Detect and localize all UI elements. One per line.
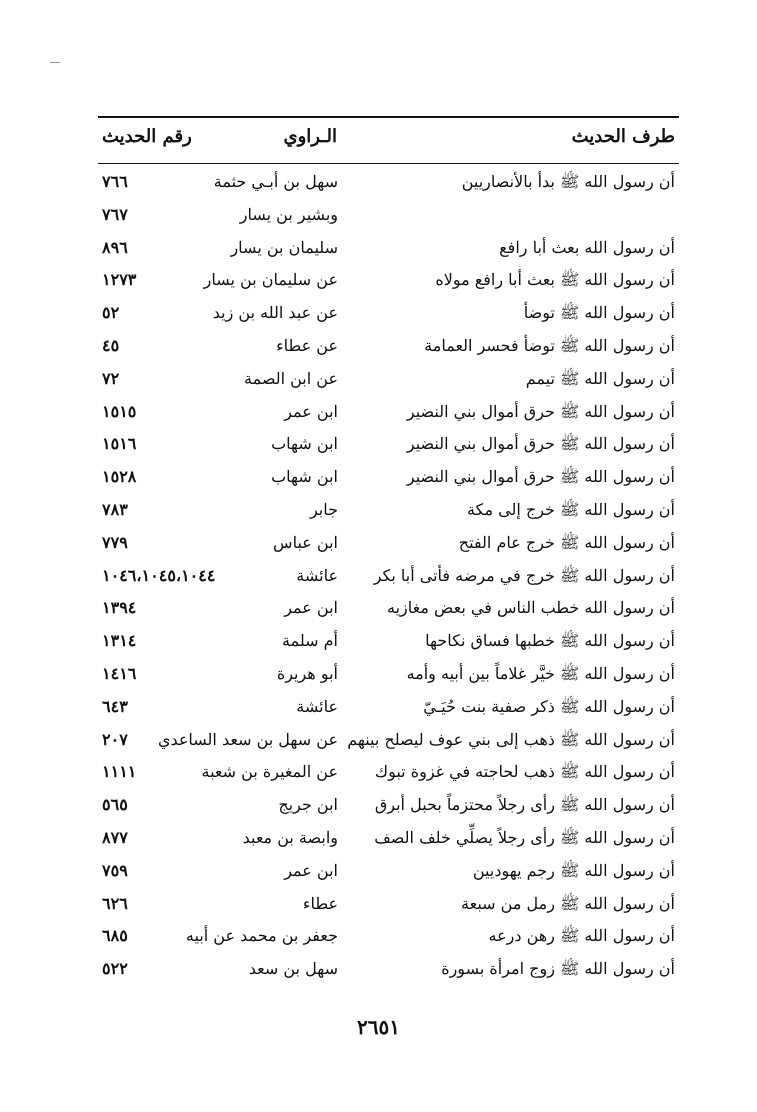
hadith-text: أن رسول الله ﷺ ذهب لحاجته في غزوة تبوك <box>374 762 675 782</box>
table-row <box>98 529 679 562</box>
hadith-number: ٥٢ <box>102 303 120 323</box>
hadith-number: ٢٠٧ <box>102 729 128 749</box>
hadith-number: ١٥١٥ <box>102 401 137 421</box>
hadith-text: أن رسول الله ﷺ تيمم <box>525 368 675 388</box>
hadith-text: أن رسول الله ﷺ خطبها فساق نكاحها <box>425 631 675 651</box>
narrator-text: عائشة <box>296 696 338 716</box>
table-row <box>98 824 679 857</box>
hadith-text: أن رسول الله ﷺ بعث أبا رافع مولاه <box>435 270 675 290</box>
table-row <box>98 693 679 726</box>
hadith-text: أن رسول الله بعث أبا رافع <box>499 237 675 257</box>
narrator-text: عن المغيرة بن شعبة <box>201 762 338 782</box>
narrator-text: ابن عمر <box>284 598 338 618</box>
hadith-text: أن رسول الله ﷺ رجم يهوديين <box>472 860 675 880</box>
hadith-text: أن رسول الله ﷺ رهن درعه <box>488 926 675 946</box>
hadith-text: أن رسول الله ﷺ رمل من سبعة <box>461 893 675 913</box>
narrator-text: وابصة بن معبد <box>242 827 338 847</box>
hadith-text: أن رسول الله ﷺ رأى رجلاً محتزماً بحبل أبرق <box>374 795 675 815</box>
hadith-number: ٧٦٦ <box>102 172 128 191</box>
hadith-text: أن رسول الله ﷺ حرق أموال بني النضير <box>406 467 675 487</box>
table-row <box>98 463 679 496</box>
hadith-text: أن رسول الله ﷺ ذهب إلى بني عوف ليصلح بينهم <box>347 729 675 749</box>
narrator-text: عن ابن الصمة <box>244 368 338 388</box>
table-row <box>98 562 679 595</box>
hadith-text: أن رسول الله ﷺ خيَّر غلاماً بين أبيه وأمه <box>406 663 675 683</box>
table-row <box>98 365 679 398</box>
table-row <box>98 266 679 299</box>
narrator-text: عن سهل بن سعد الساعدي <box>157 729 338 749</box>
narrator-text: وبشير بن يسار <box>239 204 338 224</box>
hadith-number: ٧٨٣ <box>102 499 128 519</box>
table-row <box>98 168 679 201</box>
hadith-number: ٧٦٧ <box>102 204 128 224</box>
narrator-text: سهل بن أبـي حثمة <box>213 172 338 191</box>
hadith-number: ٦٢٦ <box>102 893 128 913</box>
index-table <box>98 168 679 988</box>
narrator-text: عائشة <box>296 565 338 585</box>
table-row <box>98 430 679 463</box>
hadith-number: ١٣١٤ <box>102 631 137 651</box>
table-row <box>98 726 679 759</box>
hadith-number: ١٢٧٣ <box>102 270 137 290</box>
narrator-text: ابن عمر <box>284 860 338 880</box>
hadith-text: أن رسول الله ﷺ رأى رجلاً يصلِّي خلف الصف <box>374 827 675 847</box>
table-header <box>98 118 679 163</box>
header-rule <box>98 163 679 164</box>
table-row <box>98 791 679 824</box>
narrator-text: ابن شهاب <box>271 467 338 487</box>
hadith-number: ١٥١٦ <box>102 434 137 454</box>
hadith-number: ٨٩٦ <box>102 237 128 257</box>
hadith-text: أن رسول الله ﷺ خرج في مرضه فأتى أبا بكر <box>373 565 675 585</box>
hadith-number: ٥٢٢ <box>102 959 128 979</box>
narrator-text: ابن جريج <box>278 795 338 815</box>
table-row <box>98 660 679 693</box>
narrator-text: جابر <box>309 499 338 519</box>
table-row <box>98 955 679 988</box>
header-narrator-label: الـراوي <box>283 126 337 147</box>
table-row <box>98 201 679 234</box>
narrator-text: ابن عمر <box>284 401 338 421</box>
table-row <box>98 758 679 791</box>
narrator-text: عطاء <box>302 893 338 913</box>
hadith-number: ٤٥ <box>102 335 120 355</box>
table-row <box>98 890 679 923</box>
table-row <box>98 922 679 955</box>
hadith-text: أن رسول الله ﷺ زوج امرأة بسورة <box>441 959 675 979</box>
narrator-text: جعفر بن محمد عن أبيه <box>185 926 338 946</box>
table-row <box>98 299 679 332</box>
narrator-text: ابن عباس <box>273 532 338 552</box>
hadith-number: ١٠٤٦،١٠٤٥،١٠٤٤ <box>102 565 216 585</box>
narrator-text: عن عبد الله بن زيد <box>212 303 338 323</box>
page-corner-mark <box>50 62 60 63</box>
hadith-number: ٧٥٩ <box>102 860 128 880</box>
hadith-number: ١١١١ <box>102 762 137 782</box>
hadith-text: أن رسول الله ﷺ ذكر صفية بنت حُيَـيّ <box>423 696 675 716</box>
hadith-text: أن رسول الله خطب الناس في بعض مغازيه <box>387 598 675 618</box>
table-row <box>98 627 679 660</box>
narrator-text: أم سلمة <box>282 631 338 651</box>
hadith-text: أن رسول الله ﷺ حرق أموال بني النضير <box>406 401 675 421</box>
hadith-number: ٥٦٥ <box>102 795 128 815</box>
hadith-number: ١٤١٦ <box>102 663 137 683</box>
narrator-text: سهل بن سعد <box>248 959 338 979</box>
hadith-number: ٦٤٣ <box>102 696 128 716</box>
hadith-number: ١٣٩٤ <box>102 598 137 618</box>
narrator-text: عن عطاء <box>276 335 338 355</box>
table-row <box>98 496 679 529</box>
narrator-text: ابن شهاب <box>271 434 338 454</box>
header-number-label: رقم الحديث <box>102 126 192 147</box>
table-row <box>98 594 679 627</box>
header-hadith-label: طرف الحديث <box>571 126 675 147</box>
page-number: ٢٦٥١ <box>357 1015 400 1039</box>
narrator-text: أبو هريرة <box>276 663 338 683</box>
hadith-number: ٨٧٧ <box>102 827 128 847</box>
hadith-number: ١٥٢٨ <box>102 467 137 487</box>
hadith-text: أن رسول الله ﷺ توضأ فحسر العمامة <box>424 335 675 355</box>
hadith-text: أن رسول الله ﷺ حرق أموال بني النضير <box>406 434 675 454</box>
narrator-text: عن سليمان بن يسار <box>203 270 338 290</box>
hadith-number: ٧٧٩ <box>102 532 128 552</box>
table-row <box>98 857 679 890</box>
hadith-number: ٧٢ <box>102 368 120 388</box>
hadith-text: أن رسول الله ﷺ توضأ <box>523 303 675 323</box>
hadith-text: أن رسول الله ﷺ خرج عام الفتح <box>458 532 675 552</box>
hadith-number: ٦٨٥ <box>102 926 128 946</box>
hadith-text: أن رسول الله ﷺ خرج إلى مكة <box>467 499 675 519</box>
table-row <box>98 332 679 365</box>
table-row <box>98 398 679 431</box>
table-row <box>98 234 679 267</box>
narrator-text: سليمان بن يسار <box>230 237 338 257</box>
hadith-text: أن رسول الله ﷺ بدأ بالأنصاريين <box>461 172 675 191</box>
